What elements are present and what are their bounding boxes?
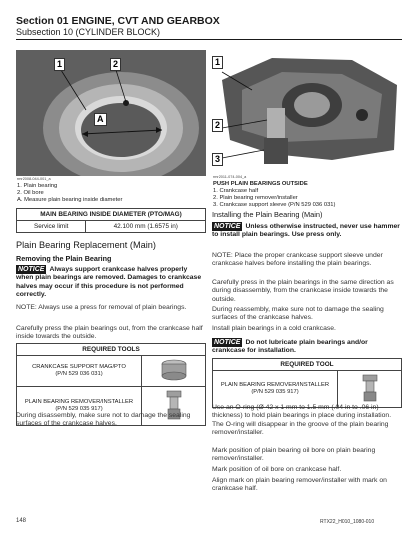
crankcase-figure [212, 50, 402, 174]
paragraph-o-ring: Use an O-ring (Ø 42 x 1 mm to 1.5 mm (.04 in to .06 in) thickness) to hold plain bearings in place during installation. The O-ring will disappear in the groove of the plain bearing remover/installer. [212, 404, 392, 437]
section-heading: Plain Bearing Replacement (Main) [16, 240, 156, 250]
callout-2: 2 [110, 58, 121, 71]
tool-row-remover-installer [213, 371, 338, 408]
paragraph-disassembly: During disassembly, make sure not to damage the sealing surfaces of the crankcase halves. [16, 412, 191, 428]
subsection-title: Subsection 10 (CYLINDER BLOCK) [16, 27, 161, 37]
tool-name: PLAIN BEARING REMOVER/INSTALLER [24, 399, 134, 405]
note-press: NOTE: Always use a press for removal of plain bearings. [16, 304, 187, 311]
callout-3: 3 [212, 153, 223, 166]
figure-caption-title: PUSH PLAIN BEARINGS OUTSIDE [213, 181, 308, 187]
paragraph-press-out: Carefully press the plain bearings out, from the crankcase half inside towards the outside. [16, 325, 203, 341]
tool-part-number: (P/N 529 036 031) [55, 371, 103, 377]
tool-image-remover-installer [338, 371, 402, 408]
spec-label: Service limit [17, 221, 86, 233]
tool-part-number: (P/N 529 035 917) [251, 389, 299, 395]
callout-a: A [94, 113, 107, 126]
callout-1: 1 [54, 58, 65, 71]
tool-image-crankcase-support [142, 356, 206, 387]
notice-text: Do not lubricate plain bearings and/or crankcase for installation. [212, 339, 368, 355]
tool-row-crankcase-support [17, 356, 142, 387]
notice-text: Always support crankcase halves properly when plain bearings are removed. Damages to crankcase halves may occur if this procedure is not performed correctly. [16, 266, 202, 299]
subheading-removing: Removing the Plain Bearing [16, 254, 112, 263]
support-sleeve-icon [157, 358, 191, 382]
required-tool-header: REQUIRED TOOL [213, 359, 402, 371]
notice-tag: NOTICE [214, 339, 241, 346]
required-tool-table [212, 358, 402, 408]
document-code: RTX22_H010_1080-010 [320, 519, 375, 525]
crankcase-illustration [212, 50, 402, 174]
tool-name: CRANKCASE SUPPORT MAG/PTO [32, 364, 126, 370]
notice-tag: NOTICE [214, 223, 241, 230]
spec-table-title: MAIN BEARING INSIDE DIAMETER (PTO/MAG) [17, 209, 206, 221]
callout-1: 1 [212, 56, 223, 69]
figure-caption-1: 1. Plain bearing [17, 183, 58, 189]
plain-bearing-figure [16, 50, 206, 176]
page-number: 148 [16, 518, 27, 524]
spec-table [16, 208, 206, 233]
notice-lubricate [212, 338, 402, 356]
notice-installing [212, 222, 402, 240]
figure-caption-2: 2. Plain bearing remover/installer [213, 195, 298, 201]
notice-removing [16, 265, 206, 300]
notice-tag: NOTICE [18, 266, 45, 273]
figure-caption-a: A. Measure plain bearing inside diameter [17, 197, 123, 203]
notice-text: Unless otherwise instructed, never use hammer to install plain bearings. Use press only. [212, 223, 400, 239]
remover-installer-icon [358, 373, 382, 403]
paragraph-cold-crankcase: Install plain bearings in a cold crankcase. [212, 325, 336, 332]
figure-caption-2: 2. Oil bore [17, 190, 44, 196]
paragraph-press-in: Carefully press in the plain bearings in the same direction as during disassembly, from the crankcase inside towards the outside. [212, 279, 394, 303]
figure-caption-1: 1. Crankcase half [213, 188, 259, 194]
note-support-sleeve: NOTE: Place the proper crankcase support sleeve under crankcase halves before installing the plain bearings. [212, 252, 383, 268]
spec-value: 42.100 mm (1.6575 in) [86, 221, 206, 233]
subheading-installing: Installing the Plain Bearing (Main) [212, 210, 323, 219]
paragraph-align-marks: Align mark on plain bearing remover/installer with mark on crankcase half. [212, 477, 387, 493]
paragraph-mark-tool: Mark position of plain bearing oil bore on plain bearing remover/installer. [212, 447, 376, 463]
paragraph-mark-crankcase: Mark position of oil bore on crankcase half. [212, 466, 342, 473]
header-divider [16, 39, 402, 40]
figure-caption-3: 3. Crankcase support sleeve (P/N 529 036 031) [213, 202, 336, 208]
callout-2: 2 [212, 119, 223, 132]
figure-id-left: rmr2008-044-001_a [17, 177, 51, 181]
figure-id-right: rmr2011-074-004_a [213, 175, 247, 179]
tool-part-number: (P/N 529 035 917) [55, 406, 103, 412]
section-title: Section 01 ENGINE, CVT AND GEARBOX [16, 15, 220, 27]
note-reassembly: During reassembly, make sure not to damage the sealing surfaces of the crankcase halves. [212, 306, 384, 322]
required-tools-header: REQUIRED TOOLS [17, 344, 206, 356]
tool-name: PLAIN BEARING REMOVER/INSTALLER [220, 382, 330, 388]
